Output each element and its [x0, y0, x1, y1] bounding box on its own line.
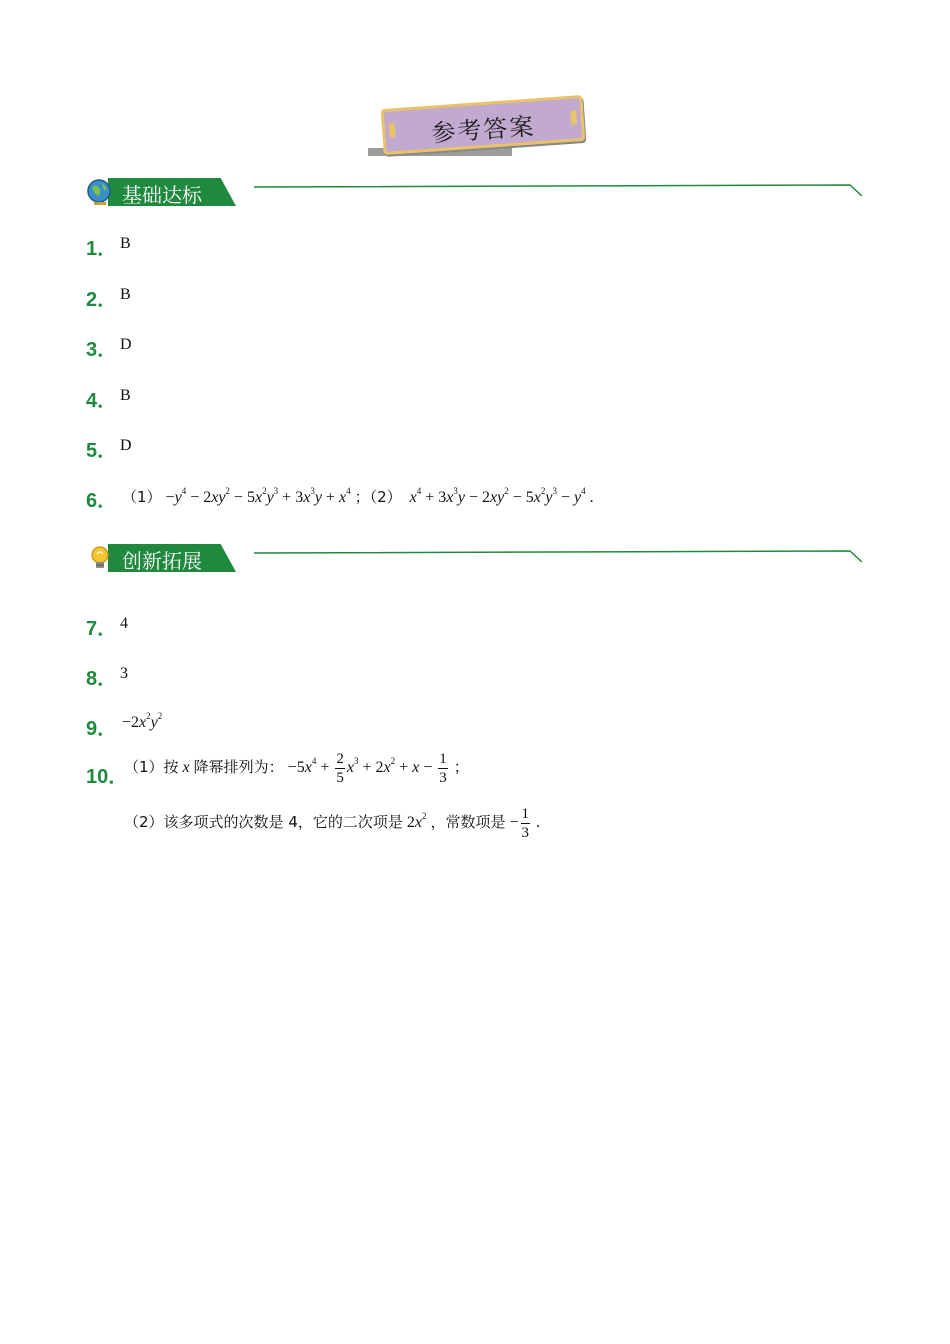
answer-text: B — [120, 286, 131, 303]
answer-number: 4． — [86, 390, 118, 412]
answer-number: 9． — [86, 718, 118, 740]
answer-number: 6． — [86, 490, 118, 512]
banner-end-right — [570, 110, 577, 124]
lightbulb-icon — [86, 544, 114, 572]
title-banner — [366, 96, 586, 160]
text-segment: ； — [453, 758, 469, 777]
answer-text: B — [120, 235, 131, 252]
text-segment: 降幂排列为： — [193, 758, 284, 777]
fraction: $\frac{2}{5}$ — [336, 751, 344, 786]
answer-number: 10． — [86, 766, 129, 788]
variable-x: x — [182, 759, 190, 777]
answer-10-part1 — [124, 750, 469, 787]
text-segment: ，常数项是 — [430, 813, 506, 832]
answer-number: 2． — [86, 289, 118, 311]
polynomial-expression: $x^4 + 3x^3y - 2xy^2 - 5x^2y^3 - y^4$ . — [409, 486, 594, 506]
answer-number: 5． — [86, 440, 118, 462]
polynomial-expression: $-y^4 - 2xy^2 - 5x^2y^3 + 3x^3y + x^4$ — [165, 486, 351, 506]
polynomial-expression: $-5x^4$ + $\frac{2}{5}$ $x^3 + 2x^2 + x$ − $\frac{1}{3}$ — [287, 751, 447, 786]
fraction: $\frac{1}{3}$ — [521, 806, 530, 841]
section-header-basic — [86, 176, 866, 212]
answer-text: D — [120, 336, 132, 353]
section-rule — [254, 176, 866, 196]
section-header-extension — [86, 542, 866, 578]
answer-number: 8． — [86, 668, 118, 690]
text-segment: （2）该多项式的次数是 4，它的二次项是 — [124, 813, 403, 832]
answer-text: D — [120, 437, 132, 454]
part-label: ；（2） — [354, 488, 402, 506]
text-segment: . — [536, 814, 541, 832]
section-label: 基础达标 — [122, 183, 202, 207]
banner-tag — [381, 95, 586, 155]
answer-number: 7． — [86, 618, 118, 640]
answer-text: 4 — [120, 615, 128, 632]
answer-6-content — [122, 486, 594, 507]
monomial-expression: $-2x^2y^2$ — [122, 711, 163, 731]
quadratic-term: $2x^2$ — [406, 811, 427, 832]
constant-term: − $\frac{1}{3}$ — [509, 806, 530, 841]
section-rule — [254, 542, 866, 562]
answer-number: 1． — [86, 238, 118, 260]
section-label: 创新拓展 — [122, 549, 202, 573]
answer-10-part2 — [124, 805, 540, 842]
text-segment: （1）按 — [124, 758, 179, 777]
answer-text: B — [120, 387, 131, 404]
answer-text: 3 — [120, 665, 128, 682]
part-label: （1） — [122, 488, 162, 506]
page-title: 参考答案 — [430, 112, 537, 148]
globe-icon — [86, 178, 114, 206]
answer-number: 3． — [86, 339, 118, 361]
fraction: $\frac{1}{3}$ — [439, 751, 447, 786]
